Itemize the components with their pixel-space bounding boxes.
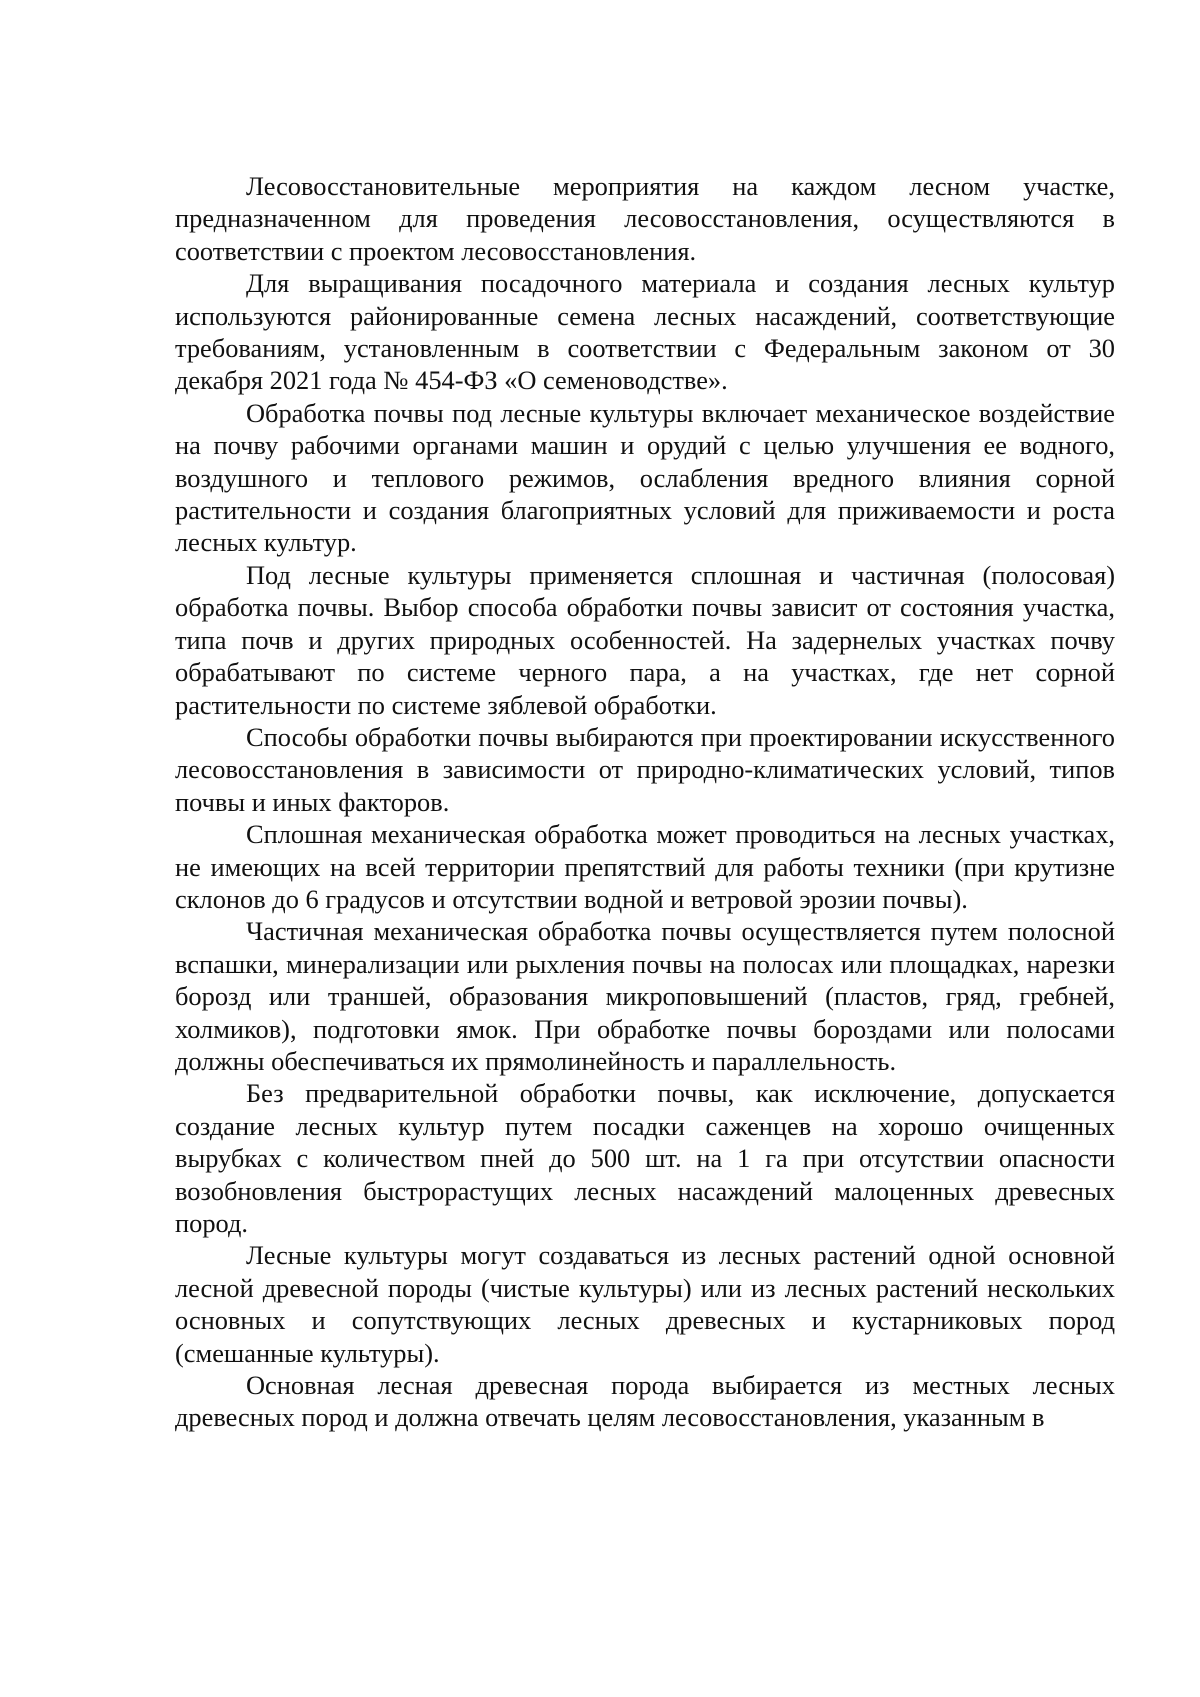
paragraph: Лесовосстановительные мероприятия на каждом лесном участке, предназначенном для проведения лесовосстановления, осуществляются в соответствии с проектом лесовосстановления.	[175, 171, 1115, 266]
paragraph: Основная лесная древесная порода выбирается из местных лесных древесных пород и должна отвечать целям лесовосстановления, указанным в	[175, 1370, 1115, 1433]
paragraph: Обработка почвы под лесные культуры включает механическое воздействие на почву рабочими органами машин и орудий с целью улучшения ее водного, воздушного и теплового режимов, ослабления вредного влияния сорной растительности и создания благоприятных условий для приживаемости и роста лесных культур.	[175, 397, 1115, 558]
paragraph: Без предварительной обработки почвы, как исключение, допускается создание лесных культур путем посадки саженцев на хорошо очищенных вырубках с количеством пней до 500 шт. на 1 га при отсутствии опасности возобновления быстрорастущих лесных насаждений малоценных древесных пород.	[175, 1078, 1115, 1238]
paragraph: Для выращивания посадочного материала и создания лесных культур используются районированные семена лесных насаждений, соответствующие требованиям, установленным в соответствии с Федеральным законом от 30 декабря 2021 года № 454-ФЗ «О семеноводстве».	[175, 268, 1115, 396]
paragraph: Сплошная механическая обработка может проводиться на лесных участках, не имеющих на всей территории препятствий для работы техники (при крутизне склонов до 6 градусов и отсутствии водной и ветровой эрозии почвы).	[175, 819, 1115, 914]
paragraph: Лесные культуры могут создаваться из лесных растений одной основной лесной древесной породы (чистые культуры) или из лесных растений нескольких основных и сопутствующих лесных древесных и кустарниковых пород (смешанные культуры).	[175, 1240, 1115, 1368]
paragraph: Частичная механическая обработка почвы осуществляется путем полосной вспашки, минерализации или рыхления почвы на полосах или площадках, нарезки борозд или траншей, образования микроповышений (пластов, гряд, гребней, холмиков), подготовки ямок. При обработке почвы бороздами или полосами должны обеспечиваться их прямолинейность и параллельность.	[175, 916, 1115, 1076]
document-body	[175, 170, 1115, 1434]
paragraph: Способы обработки почвы выбираются при проектировании искусственного лесовосстановления в зависимости от природно-климатических условий, типов почвы и иных факторов.	[175, 721, 1115, 817]
paragraph: Под лесные культуры применяется сплошная и частичная (полосовая) обработка почвы. Выбор способа обработки почвы зависит от состояния участка, типа почв и других природных особенностей. На задернелых участках почву обрабатывают по системе черного пара, а на участках, где нет сорной растительности по системе зяблевой обработки.	[175, 559, 1115, 720]
